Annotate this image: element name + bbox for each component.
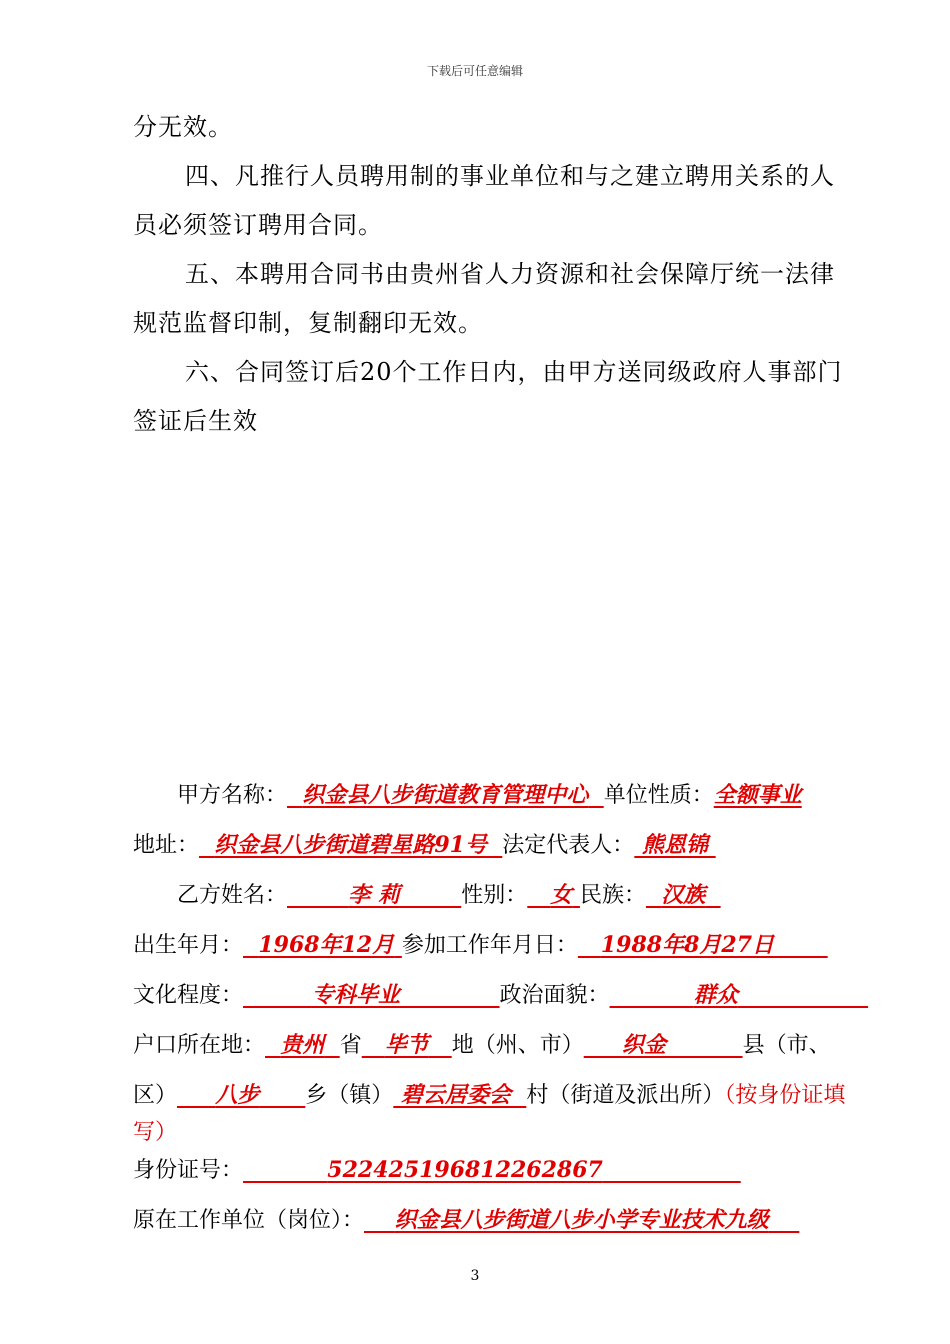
work-start-label: 参加工作年月日： [401, 933, 578, 958]
hukou-label: 户口所在地： [133, 1033, 266, 1058]
form-row-address [133, 830, 716, 861]
village-field: 碧云居委会 [400, 1082, 511, 1108]
page-header: 下载后可任意编辑 [426, 64, 523, 78]
form-row-hukou [133, 1030, 831, 1061]
village-suffix: 村（街道及派出所） [526, 1083, 725, 1108]
id-card-note: （按身份证填 [724, 1083, 846, 1108]
politics-label: 政治面貌： [499, 983, 610, 1008]
original-unit-label: 原在工作单位（岗位）： [133, 1208, 365, 1233]
form-row-party-a [177, 780, 802, 811]
form-row-id-number [133, 1155, 741, 1186]
form-row-party-b [177, 880, 721, 911]
paragraph-continuation: 分无效。 [133, 113, 233, 141]
paragraph-item-6: 六、合同签订后20个工作日内，由甲方送同级政府人事部门签证后生效 [133, 358, 843, 435]
township-field: 八步 [215, 1082, 260, 1108]
county-field: 织金 [622, 1032, 667, 1058]
legal-rep-label: 法定代表人： [502, 833, 635, 858]
page-number: 3 [470, 1268, 480, 1284]
province-field: 贵州 [280, 1032, 325, 1058]
birth-label: 出生年月： [133, 933, 244, 958]
unit-nature-field: 全额事业 [713, 782, 802, 808]
paragraph-item-5: 五、本聘用合同书由贵州省人力资源和社会保障厅统一法律规范监督印制，复制翻印无效。 [133, 260, 835, 337]
ethnic-label: 民族： [579, 883, 646, 908]
original-unit-field: 织金县八步街道八步小学专业技术九级 [394, 1207, 769, 1233]
work-start-field: 1988年8月27日 [600, 932, 775, 958]
township-suffix: 乡（镇） [305, 1083, 394, 1108]
education-label: 文化程度： [133, 983, 244, 1008]
unit-nature-label: 单位性质： [603, 783, 714, 808]
politics-field: 群众 [693, 982, 738, 1008]
gender-label: 性别： [461, 883, 528, 908]
paragraph-item-4: 四、凡推行人员聘用制的事业单位和与之建立聘用关系的人员必须签订聘用合同。 [133, 162, 835, 239]
form-row-township [133, 1080, 845, 1111]
education-field: 专科毕业 [311, 982, 400, 1008]
id-number-field: 522425196812262867 [327, 1157, 603, 1183]
form-row-original-unit [133, 1205, 799, 1236]
county-suffix: 县（市、 [742, 1033, 831, 1058]
id-label: 身份证号： [133, 1158, 244, 1183]
party-a-label: 甲方名称： [177, 783, 288, 808]
ethnic-field: 汉族 [661, 882, 706, 908]
form-row-dates [133, 930, 828, 961]
party-b-label: 乙方姓名： [177, 883, 288, 908]
gender-field: 女 [550, 882, 573, 908]
form-row-education [133, 980, 868, 1011]
legal-rep-field: 熊恩锦 [641, 832, 708, 858]
prefecture-field: 毕节 [384, 1032, 429, 1058]
province-suffix: 省 [339, 1033, 362, 1058]
id-card-note-continued: 写） [133, 1120, 178, 1145]
party-a-field: 织金县八步街道教育管理中心 [302, 782, 589, 808]
address-field: 织金县八步街道碧星路91号 [214, 832, 487, 858]
address-label: 地址： [133, 833, 200, 858]
district-prefix: 区） [133, 1083, 178, 1108]
party-b-field: 李 莉 [348, 882, 400, 908]
prefecture-suffix: 地（州、市） [451, 1033, 584, 1058]
birth-field: 1968年12月 [258, 932, 395, 958]
